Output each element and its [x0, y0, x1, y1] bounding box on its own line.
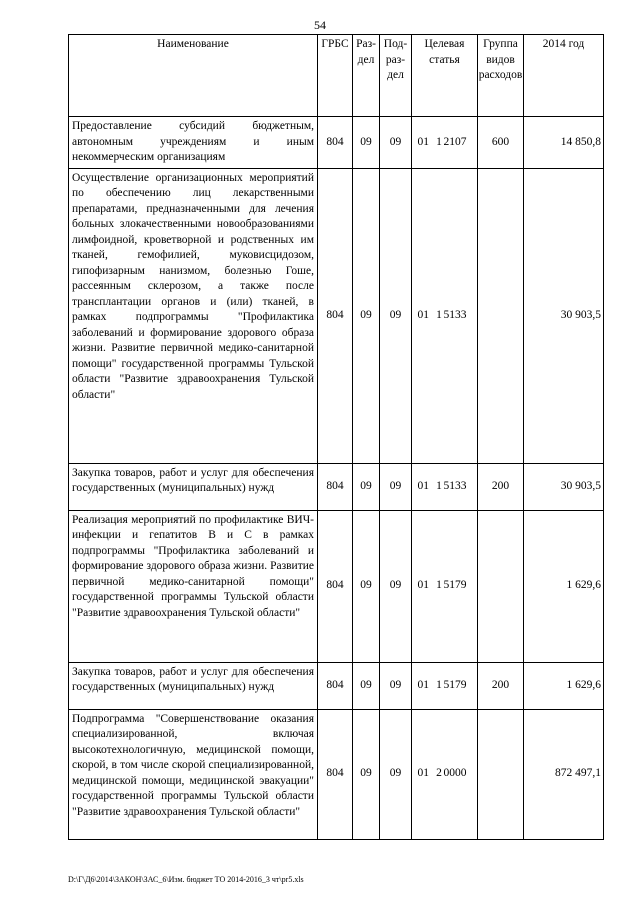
header-name: Наименование: [69, 35, 318, 117]
cell-target-subprogram: 1: [435, 168, 444, 463]
cell-group: [478, 510, 524, 662]
cell-target-program: 01: [412, 510, 435, 662]
row-name: Подпрограмма "Совершенствование оказания специализированной, включая высокотехнологичную, медицинской помощи, скорой, в том числе скорой специализированной, медицинской помощи, медицинской эвакуации" государственной программы Тульской области "Развитие здравоохранения Тульской области": [69, 709, 318, 839]
cell-amount: 30 903,5: [524, 168, 604, 463]
cell-target-subprogram: 2: [435, 709, 444, 839]
table-row: [69, 117, 604, 169]
cell-target-program: 01: [412, 662, 435, 709]
cell-group: 200: [478, 463, 524, 510]
header-target: Целевая статья: [412, 35, 478, 117]
header-group: Группа видов расходов: [478, 35, 524, 117]
header-year: 2014 год: [524, 35, 604, 117]
cell-target-code: 5133: [444, 168, 478, 463]
cell-podrazdel: 09: [380, 709, 412, 839]
cell-target-code: 5179: [444, 510, 478, 662]
cell-grbs: 804: [318, 709, 353, 839]
row-name: Осуществление организационных мероприятий по обеспечению лиц лекарственными препаратами, предназначенными для лечения больных злокачественными новообразованиями лимфоидной, кроветворной и родственных им тканей, гемофилией, муковисцидозом, гипофизарным нанизмом, болезнью Гоше, рассеянным склерозом, а также после трансплантации органов и (или) тканей, в рамках подпрограммы "Профилактика заболеваний и формирование здорового образа жизни. Развитие первичной медико-санитарной помощи" государственной программы Тульской области "Развитие здравоохранения Тульской области": [69, 168, 318, 463]
cell-target-code: 5179: [444, 662, 478, 709]
cell-podrazdel: 09: [380, 463, 412, 510]
cell-amount: 1 629,6: [524, 510, 604, 662]
cell-amount: 1 629,6: [524, 662, 604, 709]
cell-razdel: 09: [353, 463, 380, 510]
cell-razdel: 09: [353, 117, 380, 169]
cell-group: 200: [478, 662, 524, 709]
cell-target-subprogram: 1: [435, 510, 444, 662]
row-name: Предоставление субсидий бюджетным, автономным учреждениям и иным некоммерческим организациям: [69, 117, 318, 169]
cell-razdel: 09: [353, 709, 380, 839]
cell-grbs: 804: [318, 168, 353, 463]
table-row: [69, 463, 604, 510]
cell-group: [478, 709, 524, 839]
cell-podrazdel: 09: [380, 510, 412, 662]
table-row: [69, 168, 604, 463]
cell-target-program: 01: [412, 463, 435, 510]
page-number: 54: [314, 18, 326, 32]
row-name: Реализация мероприятий по профилактике ВИЧ-инфекции и гепатитов В и С в рамках подпрограммы "Профилактика заболеваний и формирование здорового образа жизни. Развитие первичной медико-санитарной помощи" государственной программы Тульской области "Развитие здравоохранения Тульской области": [69, 510, 318, 662]
header-podrazdel: Под-раз-дел: [380, 35, 412, 117]
cell-target-subprogram: 1: [435, 662, 444, 709]
cell-podrazdel: 09: [380, 117, 412, 169]
cell-razdel: 09: [353, 168, 380, 463]
cell-target-program: 01: [412, 117, 435, 169]
cell-amount: 14 850,8: [524, 117, 604, 169]
cell-amount: 30 903,5: [524, 463, 604, 510]
cell-target-code: 2107: [444, 117, 478, 169]
cell-podrazdel: 09: [380, 662, 412, 709]
cell-group: [478, 168, 524, 463]
cell-target-subprogram: 1: [435, 117, 444, 169]
cell-group: 600: [478, 117, 524, 169]
cell-grbs: 804: [318, 662, 353, 709]
cell-razdel: 09: [353, 662, 380, 709]
cell-target-subprogram: 1: [435, 463, 444, 510]
cell-target-code: 5133: [444, 463, 478, 510]
header-razdel: Раз-дел: [353, 35, 380, 117]
table-row: [69, 662, 604, 709]
header-grbs: ГРБС: [318, 35, 353, 117]
cell-razdel: 09: [353, 510, 380, 662]
table-row: [69, 709, 604, 839]
cell-amount: 872 497,1: [524, 709, 604, 839]
row-name: Закупка товаров, работ и услуг для обеспечения государственных (муниципальных) нужд: [69, 463, 318, 510]
cell-target-code: 0000: [444, 709, 478, 839]
cell-target-program: 01: [412, 168, 435, 463]
file-path-footer: D:\Г\Д6\2014\ЗАКОН\ЗАС_6\Изм. бюджет ТО 2014-2016_3 чт\pr5.xls: [68, 875, 304, 884]
budget-table: [68, 34, 604, 840]
cell-grbs: 804: [318, 117, 353, 169]
table-row: [69, 510, 604, 662]
row-name: Закупка товаров, работ и услуг для обеспечения государственных (муниципальных) нужд: [69, 662, 318, 709]
cell-podrazdel: 09: [380, 168, 412, 463]
cell-grbs: 804: [318, 510, 353, 662]
cell-grbs: 804: [318, 463, 353, 510]
cell-target-program: 01: [412, 709, 435, 839]
